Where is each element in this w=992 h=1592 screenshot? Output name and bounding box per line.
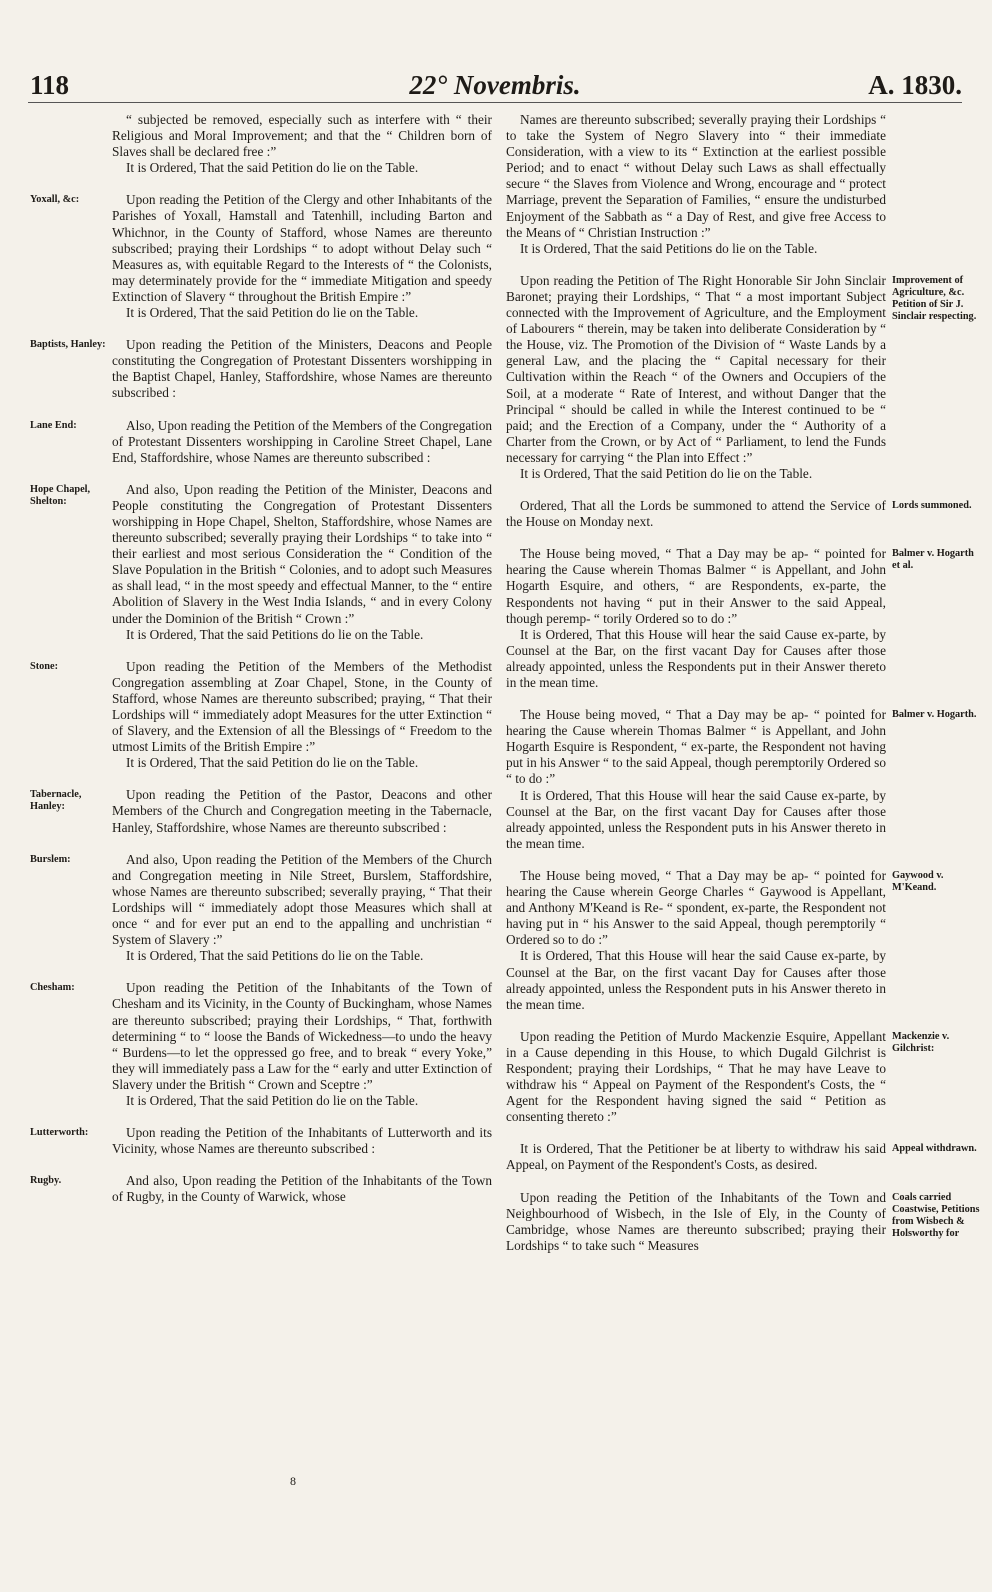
paragraph: It is Ordered, That the said Petitions do lie on the Table. [520,240,818,256]
paragraph: The House being moved, “ That a Day may be ap- “ pointed for hearing the Cause wherein George Charles “ Gaywood is Appellant, and Anthony M'Keand is Re- “ spondent, ex-parte, the Respondent not having put in “ his Answer to the said Appeal, though peremptorily “ Ordered so to do :” [506,867,886,948]
header-rule [28,102,962,103]
paragraph: The House being moved, “ That a Day may be ap- “ pointed for hearing the Cause wherein Thomas Balmer “ is Appellant, and John Hogarth Esquire is Respondent, “ ex-parte, the Respondent not having put in his Answer “ to the said Appeal, though peremptorily Ordered so “ to do :” [506,707,886,787]
entry-gap [506,691,886,707]
paragraph: Upon reading the Petition of the Clergy and other Inhabitants of the Parishes of Yoxall, Hamstall and Tatenhill, including Barton and Whichnor, in the County of Stafford, whose Names are thereunto subscribed; praying their Lordships “ to adopt without Delay such “ Measures as, with equitable Regard to the Interests of “ the Colonists, may determinately provide for the “ immediate Mitigation and speedy Extinction of Slavery “ throughout the British Empire :” [112,192,492,304]
entry [30,192,492,321]
entry-gap [506,852,886,868]
margin-note: Balmer v. Hogarth et al. [892,548,974,572]
paragraph: “ subjected be removed, especially such as interfere with “ their Religious and Moral Improvement; and that the “ Children born of Slaves shall be declared free :” [112,112,492,160]
paragraph: It is Ordered, That the Petitioner be at liberty to withdraw his said Appeal, on Payment of the Respondent's Costs, as desired. [506,1141,886,1173]
margin-note: Rugby. [30,1175,62,1187]
margin-note: Balmer v. Hogarth. [892,709,977,721]
entry-gap [112,402,492,418]
entry-gap [112,643,492,659]
paragraph: Upon reading the Petition of the Pastor, Deacons and other Members of the Church and Congregation meeting in the Tabernacle, Hanley, Staffordshire, whose Names are thereunto subscribed : [112,787,492,835]
right-column [506,112,980,1254]
page-date: 22° Novembris. [409,70,581,100]
entry [30,1125,492,1157]
margin-note: Lords summoned. [892,500,972,512]
entry [506,272,977,482]
margin-note: Improvement of Agriculture, &c. Petition of Sir J. Sinclair respecting. [892,274,977,322]
entry-gap [112,1109,492,1125]
margin-note: Stone: [30,660,59,672]
entry [30,337,492,401]
paragraph: It is Ordered, That the said Petition do lie on the Table. [126,305,419,321]
entry-gap [506,1125,886,1141]
entry [112,112,492,176]
signature-mark: 8 [290,1474,296,1488]
margin-note: Yoxall, &c: [30,194,80,206]
entry [506,498,972,530]
margin-note: Gaywood v. M'Keand. [892,869,944,893]
paragraph: It is Ordered, That this House will hear the said Cause ex-parte, by Counsel at the Bar, on the first vacant Day for Causes after those already appointed, unless the Respondent puts in his Answer thereto in the mean time. [506,787,886,851]
paragraph: It is Ordered, That the said Petitions do lie on the Table. [126,626,424,642]
entry [30,481,492,643]
paragraph: It is Ordered, That the said Petition do lie on the Table. [126,755,419,771]
margin-note: Hope Chapel, Shelton: [30,483,91,507]
entry-gap [506,530,886,546]
entry-gap [506,257,886,273]
entry [506,707,977,852]
paragraph: Upon reading the Petition of the Inhabitants of Lutterworth and its Vicinity, whose Names are thereunto subscribed : [112,1125,492,1157]
entry [30,851,492,965]
paragraph: It is Ordered, That this House will hear the said Cause ex-parte, by Counsel at the Bar, on the first vacant Day for Causes after those already appointed, unless the Respondents put in their Answer thereto in the mean time. [506,626,886,690]
entry-gap [112,176,492,192]
entry [506,1141,977,1173]
entry-gap [112,964,492,980]
margin-note: Appeal withdrawn. [892,1143,977,1155]
paragraph: And also, Upon reading the Petition of the Minister, Deacons and People constituting the Congregation of Protestant Dissenters worshipping in Hope Chapel, Shelton, Staffordshire, whose Names are thereunto subscribed; severally praying their Lordships “ to take into “ their earliest and most serious Consideration the “ Condition of the Slave Population in the British “ Colonies, and to adopt such Measures as shall lead, “ in the most speedy and effectual Manner, to the “ entire Abolition of Slavery in the West India Islands, “ and in every Colony under the Dominion of the British “ Crown :” [112,481,492,626]
paragraph: Upon reading the Petition of the Ministers, Deacons and People constituting the Congregation of Protestant Dissenters worshipping in the Baptist Chapel, Hanley, Staffordshire, whose Names are thereunto subscribed : [112,337,492,401]
entry [506,1189,980,1254]
paragraph: Upon reading the Petition of The Right Honorable Sir John Sinclair Baronet; praying their Lordships, “ That “ a most important Subject connected with the Improvement of Agriculture, and the Employment of Labourers “ therein, may be taken into deliberate Consideration by “ the House, viz. The Promotion of the Division of “ Waste Lands by a general Law, and the placing the “ Capital necessary for their Cultivation within the Reach “ of the Owners and Occupiers of the Soil, at a moderate “ Rate of Interest, and without Danger that the Principal “ should be called in while the Interest continued to be “ paid; and the Erection of a Company, under the “ Authority of a Charter from the Crown, or by Act of “ Parliament, to lend the Funds necessary for carrying “ the Plan into Effect :” [506,272,886,465]
paragraph: Upon reading the Petition of the Inhabitants of the Town of Chesham and its Vicinity, in the County of Buckingham, whose Names are thereunto subscribed; praying their Lordships, “ That, forthwith determining “ to “ loose the Bands of Wickedness—to undo the heavy “ Burdens—to let the oppressed go free, and to break “ every Yoke,” they will immediately pass a Law for the “ early and utter Extinction of Slavery under the British “ Crown and Sceptre :” [112,980,492,1092]
entry [30,1173,492,1205]
margin-note: Lane End: [30,419,77,431]
page-year: A. 1830. [868,70,962,100]
entry [30,417,492,466]
page-header [28,70,962,106]
margin-note: Burslem: [30,853,71,865]
entry-gap [506,482,886,498]
margin-note: Mackenzie v. Gilchrist: [892,1030,950,1054]
paragraph: It is Ordered, That this House will hear the said Cause ex-parte, by Counsel at the Bar, on the first vacant Day for Causes after those already appointed, unless the Respondent puts in his Answer thereto in the mean time. [506,948,886,1012]
paragraph: Upon reading the Petition of the Inhabitants of the Town and Neighbourhood of Wisbech, in the Isle of Ely, in the County of Cambridge, whose Names are thereunto subscribed; praying their Lordships “ to take such “ Measures [506,1189,886,1253]
paragraph: Upon reading the Petition of the Members of the Methodist Congregation assembling at Zoar Chapel, Stone, in the County of Stafford, whose Names are thereunto subscribed; praying, “ That their Lordships will “ immediately adopt Measures for the utter Extinction “ of Slavery, and the Extension of all the Blessings of “ Freedom to the utmost Limits of the British Empire :” [112,658,492,755]
entry-gap [506,1013,886,1029]
entry-gap [112,1157,492,1173]
entry [506,546,974,691]
margin-note: Chesham: [30,982,75,994]
entry [506,112,886,257]
paragraph: It is Ordered, That the said Petition do lie on the Table. [520,465,813,481]
paragraph: It is Ordered, That the said Petitions do lie on the Table. [126,948,424,964]
entry-gap [112,771,492,787]
entry [30,980,492,1109]
margin-note: Lutterworth: [30,1127,89,1139]
entry [30,787,492,835]
entry [506,1028,950,1126]
margin-note: Coals carried Coastwise, Petitions from Wisbech & Holsworthy for [892,1191,980,1239]
entry [30,658,492,772]
entry [506,867,944,1013]
paragraph: And also, Upon reading the Petition of the Inhabitants of the Town of Rugby, in the County of Warwick, whose [112,1173,492,1205]
left-column [30,112,492,1205]
entry-gap [112,466,492,482]
entry-gap [112,836,492,852]
margin-note: Baptists, Hanley: [30,339,106,351]
entry-gap [112,321,492,337]
margin-note: Tabernacle, Hanley: [30,789,82,813]
paragraph: Upon reading the Petition of Murdo Mackenzie Esquire, Appellant in a Cause depending in this House, to which Dugald Gilchrist is Respondent; praying their Lordships, “ That he may have Leave to withdraw his “ Appeal on Payment of the Respondent's Costs, the “ Agent for the Respondent having signed the said “ Petition as consenting thereto :” [506,1028,886,1125]
paragraph: Names are thereunto subscribed; severally praying their Lordships “ to take the System of Negro Slavery into “ their immediate Consideration, with a view to its “ Extinction at the earliest possible Period; and to enact “ without Delay such Laws as shall effectually secure “ the Slaves from Violence and Wrong, encourage and “ protect Marriage, prevent the Separation of Families, “ ensure the undisturbed Enjoyment of the Sabbath as “ a Day of Rest, and give free Access to the Means of “ Christian Instruction :” [506,112,886,240]
paragraph: Ordered, That all the Lords be summoned to attend the Service of the House on Monday next. [506,498,886,530]
paragraph: And also, Upon reading the Petition of the Members of the Church and Congregation meeting in Nile Street, Burslem, Staffordshire, whose Names are thereunto subscribed; severally praying, “ That their Lordships will “ immediately adopt those Measures which shall at once “ and for ever put an end to the appalling and unchristian “ System of Slavery :” [112,851,492,948]
paragraph: Also, Upon reading the Petition of the Members of the Congregation of Protestant Dissenters worshipping in Caroline Street Chapel, Lane End, Staffordshire, whose Names are thereunto subscribed : [112,417,492,465]
page-number: 118 [30,70,70,100]
paragraph: It is Ordered, That the said Petition do lie on the Table. [126,1092,419,1108]
entry-gap [506,1174,886,1190]
paragraph: It is Ordered, That the said Petition do lie on the Table. [126,160,419,176]
paragraph: The House being moved, “ That a Day may be ap- “ pointed for hearing the Cause wherein Thomas Balmer “ is Appellant, and John Hogarth Esquire, and others, “ are Respondents, ex-parte, the Respondents not having “ put in their Answer to the said Appeal, though peremp- “ torily Ordered so to do :” [506,546,886,626]
